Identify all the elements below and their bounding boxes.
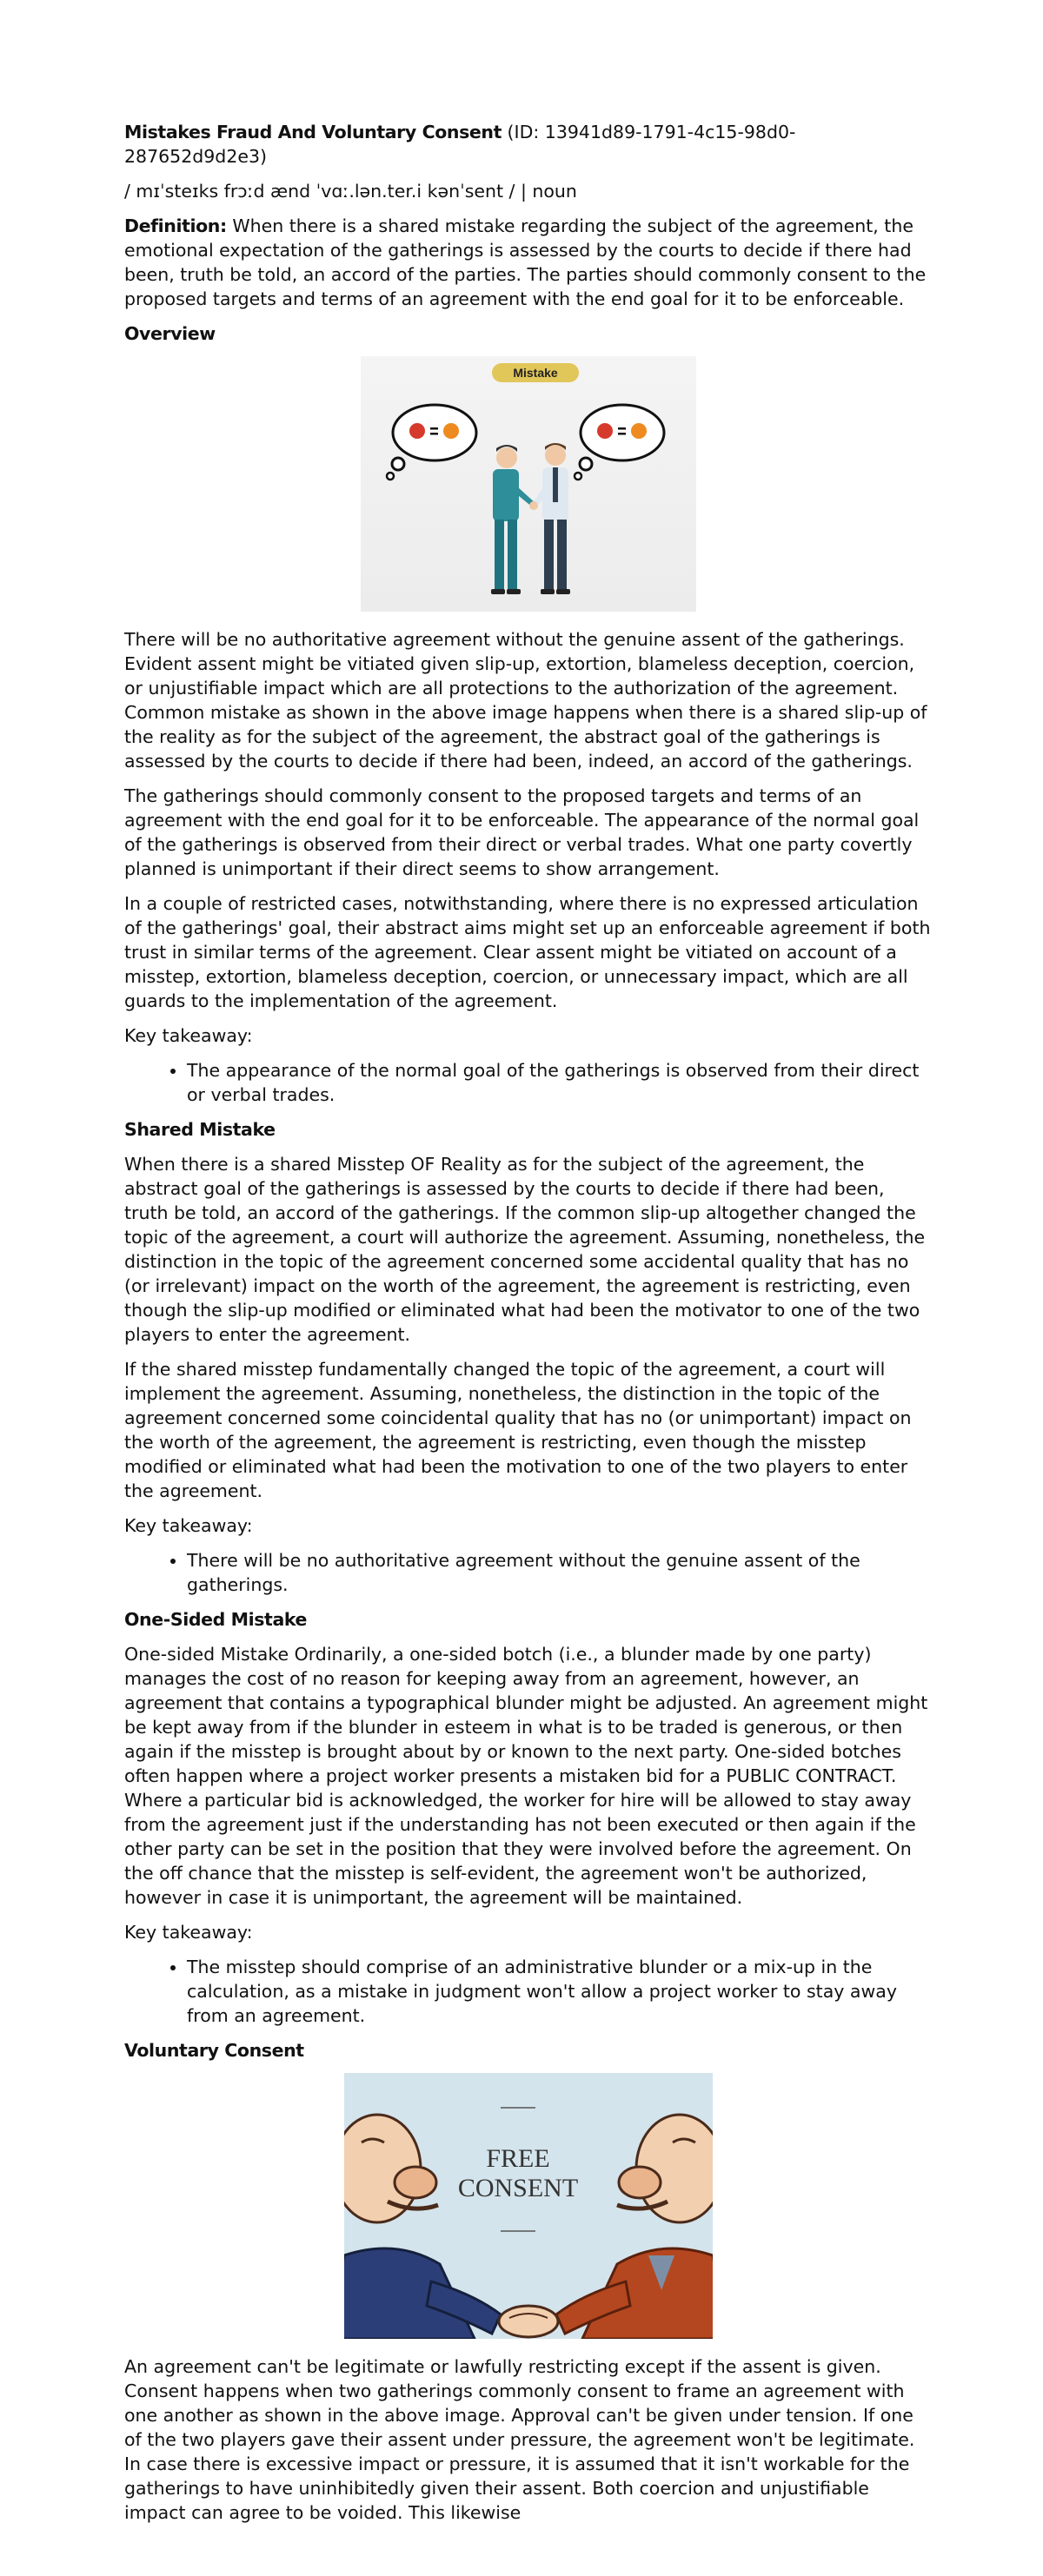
consent-text: CONSENT — [457, 2174, 579, 2202]
voluntary-paragraph-1: An agreement can't be legitimate or lawfully restricting except if the assent is given. Consent happens when two gatherings commonly consent to frame an agreement with one another as shown in the above image. Approval can't be given under tension. If one of the two players gave their assent under pressure, the agreement won't be legitimate. In case there is excessive impact or pressure, it is assumed that it isn't workable for the gatherings to have uninhibitedly given their assent. Both coercion and unjustifiable impact can agree to be voided. This likewise — [124, 2356, 915, 2523]
thought-bubble-right — [575, 405, 664, 480]
shared-mistake-takeaway-label: Key takeaway: — [124, 1515, 253, 1536]
shared-mistake-takeaway-list — [124, 1548, 933, 1597]
overview-paragraph-1: There will be no authoritative agreement without the genuine assent of the gatherings. Evident assent might be vitiated given slip-up, extortion, blameless deception, coercion, or unjustifiable impact which are all protections to the authorization of the agreement. Common mistake as shown in the above image happens when there is a shared slip-up of the reality as for the subject of the agreement, the abstract goal of the gatherings is assessed by the courts to decide if there had been, indeed, an accord of the gatherings. — [124, 629, 927, 771]
overview-heading: Overview — [124, 323, 216, 344]
list-item: • There will be no authoritative agreement without the genuine assent of the gatherings. — [187, 1548, 933, 1597]
mistake-image — [361, 356, 696, 612]
handshake-icon — [499, 2306, 558, 2337]
free-consent-image — [344, 2073, 713, 2339]
orange-icon — [631, 423, 647, 439]
handshake-icon — [529, 501, 538, 510]
one-sided-takeaway-list — [124, 1955, 933, 2028]
document-body — [124, 120, 933, 2535]
man-right — [532, 443, 570, 594]
pronunciation: / mɪˈsteɪks frɔːd ænd ˈvɑː.lən.ter.i kənˈsent / | noun — [124, 181, 577, 202]
overview-takeaway-label: Key takeaway: — [124, 1025, 253, 1046]
overview-paragraph-2: The gatherings should commonly consent to the proposed targets and terms of an agreement with the end goal for it to be enforceable. The appearance of the normal goal of the gatherings is observed from their direct or verbal trades. What one party covertly planned is unimportant if their direct seems to show arrangement. — [124, 785, 920, 879]
shared-mistake-paragraph-2: If the shared misstep fundamentally changed the topic of the agreement, a court will implement the agreement. Assuming, nonetheless, the distinction in the topic of the agreement concerned some coincidental quality that has no (or unimportant) impact on the worth of the agreement, the agreement is restricting, even though the misstep modified or eliminated what had been the motivation to one of the two players to enter the agreement. — [124, 1359, 912, 1501]
apple-icon — [597, 423, 613, 439]
one-sided-paragraph-1: One-sided Mistake Ordinarily, a one-sided botch (i.e., a blunder made by one party) manages the cost of no reason for keeping away from an agreement, however, an agreement that contains a typographical blunder might be adjusted. An agreement might be kept away from if the blunder in esteem in what is to be traded is generous, or then again if the misstep is brought about by or known to the next party. One-sided botches often happen where a project worker presents a mistaken bid for a PUBLIC CONTRACT. Where a particular bid is acknowledged, the worker for hire will be allowed to stay away from the agreement just if the understanding has not been executed or then again if the other party can be set in the position that they were involved before the agreement. On the off chance that the misstep is self-evident, the agreement won't be authorized, however in case it is unimportant, the agreement will be maintained. — [124, 1644, 928, 1908]
list-item: • The appearance of the normal goal of the gatherings is observed from their direct or verbal trades. — [187, 1058, 933, 1107]
apple-icon — [409, 423, 425, 439]
title-line — [124, 120, 933, 169]
one-sided-mistake-heading: One-Sided Mistake — [124, 1609, 308, 1630]
definition-text: When there is a shared mistake regarding the subject of the agreement, the emotional expectation of the gatherings is assessed by the courts to decide if there had been, truth be told, an accord of the parties. The parties should commonly consent to the proposed targets and terms of an agreement with the end goal for it to be enforceable. — [124, 215, 927, 309]
man-left — [491, 445, 536, 594]
voluntary-consent-heading: Voluntary Consent — [124, 2040, 304, 2061]
shared-mistake-heading: Shared Mistake — [124, 1119, 276, 1140]
handshake-illustration — [361, 356, 696, 612]
orange-icon — [443, 423, 459, 439]
free-consent-figure — [124, 2073, 933, 2339]
list-item: • The misstep should comprise of an administrative blunder or a mix-up in the calculation, as a mistake in judgment won't allow a project worker to stay away from an agreement. — [187, 1955, 933, 2028]
shared-mistake-paragraph-1: When there is a shared Misstep OF Reality as for the subject of the agreement, the abstract goal of the gatherings is assessed by the courts to decide if there had been, truth be told, an accord of the gatherings. If the common slip-up altogether changed the topic of the agreement, a court will authorize the agreement. Assuming, nonetheless, the distinction in the topic of the agreement concerned some accidental quality that has no (or irrelevant) impact on the worth of the agreement, the agreement is restricting, even though the slip-up modified or eliminated what had been the motivator to one of the two players to enter the agreement. — [124, 1154, 926, 1345]
definition-label: Definition: — [124, 215, 227, 236]
mistake-figure — [124, 356, 933, 612]
overview-paragraph-3: In a couple of restricted cases, notwithstanding, where there is no expressed articulation of the gatherings' goal, their abstract aims might set up an enforceable agreement if both trust in similar terms of the agreement. Clear assent might be vitiated on account of a misstep, extortion, blameless deception, coercion, or unnecessary impact, which are all guards to the implementation of the agreement. — [124, 893, 931, 1011]
free-text: FREE — [486, 2144, 550, 2173]
term-title: Mistakes Fraud And Voluntary Consent — [124, 122, 502, 142]
thought-bubble-left — [387, 405, 476, 480]
one-sided-takeaway-label: Key takeaway: — [124, 1922, 253, 1943]
cartoon-handshake-illustration — [344, 2073, 713, 2339]
definition-paragraph — [124, 214, 933, 311]
overview-takeaway-list — [124, 1058, 933, 1107]
term-id: (ID: 13941d89-1791-4c15-98d0-287652d9d2e3) — [124, 122, 796, 167]
mistake-label: Mistake — [513, 366, 558, 380]
